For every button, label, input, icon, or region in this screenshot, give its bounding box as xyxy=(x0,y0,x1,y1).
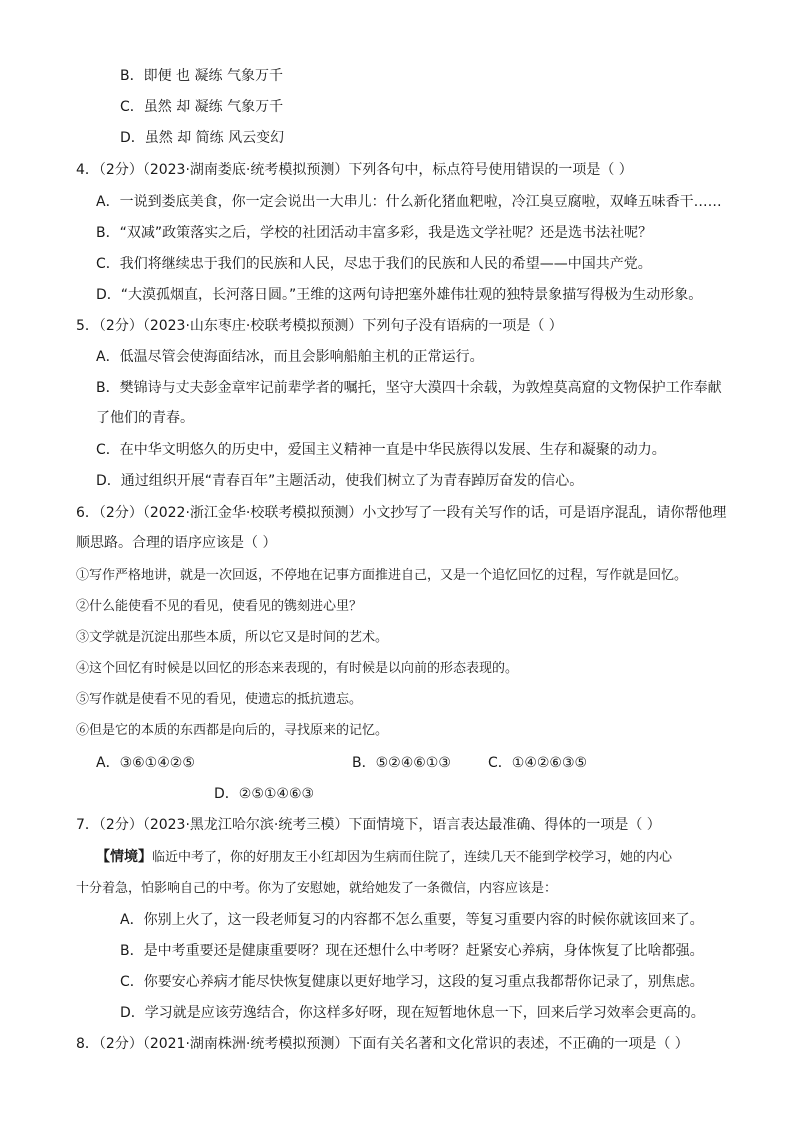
q7-option-a: A．你别上火了，这一段老师复习的内容都不怎么重要，等复习重要内容的时候你就该回来了。 xyxy=(120,912,704,928)
q5-option-b-cont: 了他们的青春。 xyxy=(96,410,194,426)
q4-option-b: B．“双减”政策落实之后，学校的社团活动丰富多彩，我是选文学社呢？还是选书法社呢？ xyxy=(96,225,653,241)
q5-option-b: B．樊锦诗与丈夫彭金章牢记前辈学者的嘱托，坚守大漠四十余载，为敦煌莫高窟的文物保护工作奉献 xyxy=(96,380,722,396)
q7-situation-line1 xyxy=(96,847,672,868)
q4-option-c: C．我们将继续忠于我们的民族和人民，尽忠于我们的民族和人民的希望——中国共产党。 xyxy=(96,256,652,272)
q7-stem: 7．（2分）（2023·黑龙江哈尔滨·统考三模）下面情境下，语言表达最准确、得体的一项是（ ） xyxy=(76,817,661,833)
q4-option-d: D．“大漠孤烟直，长河落日圆。”王维的这两句诗把塞外雄伟壮观的独特景象描写得极为生动形象。 xyxy=(96,287,703,303)
q5-stem: 5．（2分）（2023·山东枣庄·校联考模拟预测）下列句子没有语病的一项是（ ） xyxy=(76,318,563,334)
q6-option-b: B．⑤②④⑥①③ xyxy=(352,755,451,771)
q5-option-a: A．低温尽管会使海面结冰，而且会影响船舶主机的正常运行。 xyxy=(96,349,484,365)
q7-situation-label: 【情境】 xyxy=(96,849,152,865)
q6-stem-line2: 顺思路。合理的语序应该是（ ） xyxy=(76,535,277,551)
q3-option-c: C．虽然 却 凝练 气象万千 xyxy=(120,99,284,115)
q6-sentence-4: ④这个回忆有时候是以回忆的形态来表现的，有时候是以向前的形态表现的。 xyxy=(76,661,519,676)
q8-stem: 8．（2分）（2021·湖南株洲·统考模拟预测）下面有关名著和文化常识的表述，不正确的一项是（ ） xyxy=(76,1036,689,1052)
q5-option-c: C．在中华文明悠久的历史中，爱国主义精神一直是中华民族得以发展、生存和凝聚的动力。 xyxy=(96,442,666,458)
q7-situation-line2: 十分着急，怕影响自己的中考。你为了安慰她，就给她发了一条微信，内容应该是： xyxy=(76,881,558,896)
q6-option-d: D．②⑤①④⑥③ xyxy=(214,786,315,802)
q6-sentence-3: ③文学就是沉淀出那些本质，所以它又是时间的艺术。 xyxy=(76,630,389,645)
q7-option-c: C．你要安心养病才能尽快恢复健康以更好地学习，这段的复习重点我都帮你记录了，别焦虑。 xyxy=(120,974,704,990)
q3-option-d: D．虽然 却 简练 风云变幻 xyxy=(120,130,285,146)
q6-stem-line1: 6．（2分）（2022·浙江金华·校联考模拟预测）小文抄写了一段有关写作的话，可是语序混乱，请你帮他理 xyxy=(76,505,727,521)
q4-stem: 4．（2分）（2023·湖南娄底·统考模拟预测）下列各句中，标点符号使用错误的一项是（ ） xyxy=(76,162,633,178)
q6-sentence-1: ①写作严格地讲，就是一次回返，不停地在记事方面推进自己，又是一个追忆回忆的过程，写作就是回忆。 xyxy=(76,568,688,583)
q3-option-b: B．即便 也 凝练 气象万千 xyxy=(120,68,283,84)
q6-option-c: C．①④②⑥③⑤ xyxy=(488,755,588,771)
q6-sentence-2: ②什么能使看不见的看见，使看见的镌刻进心里？ xyxy=(76,599,363,614)
q6-sentence-6: ⑥但是它的本质的东西都是向后的，寻找原来的记忆。 xyxy=(76,723,389,738)
q6-sentence-5: ⑤写作就是使看不见的看见，使遗忘的抵抗遗忘。 xyxy=(76,692,363,707)
q4-option-a: A．一说到娄底美食，你一定会说出一大串儿：什么新化猪血粑啦，冷江臭豆腐啦，双峰五味香干…… xyxy=(96,194,722,210)
q6-option-a: A．③⑥①④②⑤ xyxy=(96,755,195,771)
q5-option-d: D．通过组织开展“青春百年”主题活动，使我们树立了为青春踔厉奋发的信心。 xyxy=(96,473,584,489)
q7-option-b: B．是中考重要还是健康重要呀？现在还想什么中考呀？赶紧安心养病，身体恢复了比啥都强。 xyxy=(120,943,704,959)
q7-option-d: D．学习就是应该劳逸结合，你这样多好呀，现在短暂地休息一下，回来后学习效率会更高的。 xyxy=(120,1005,705,1021)
q7-situation-text1: 临近中考了，你的好朋友王小红却因为生病而住院了，连续几天不能到学校学习，她的内心 xyxy=(152,850,673,865)
